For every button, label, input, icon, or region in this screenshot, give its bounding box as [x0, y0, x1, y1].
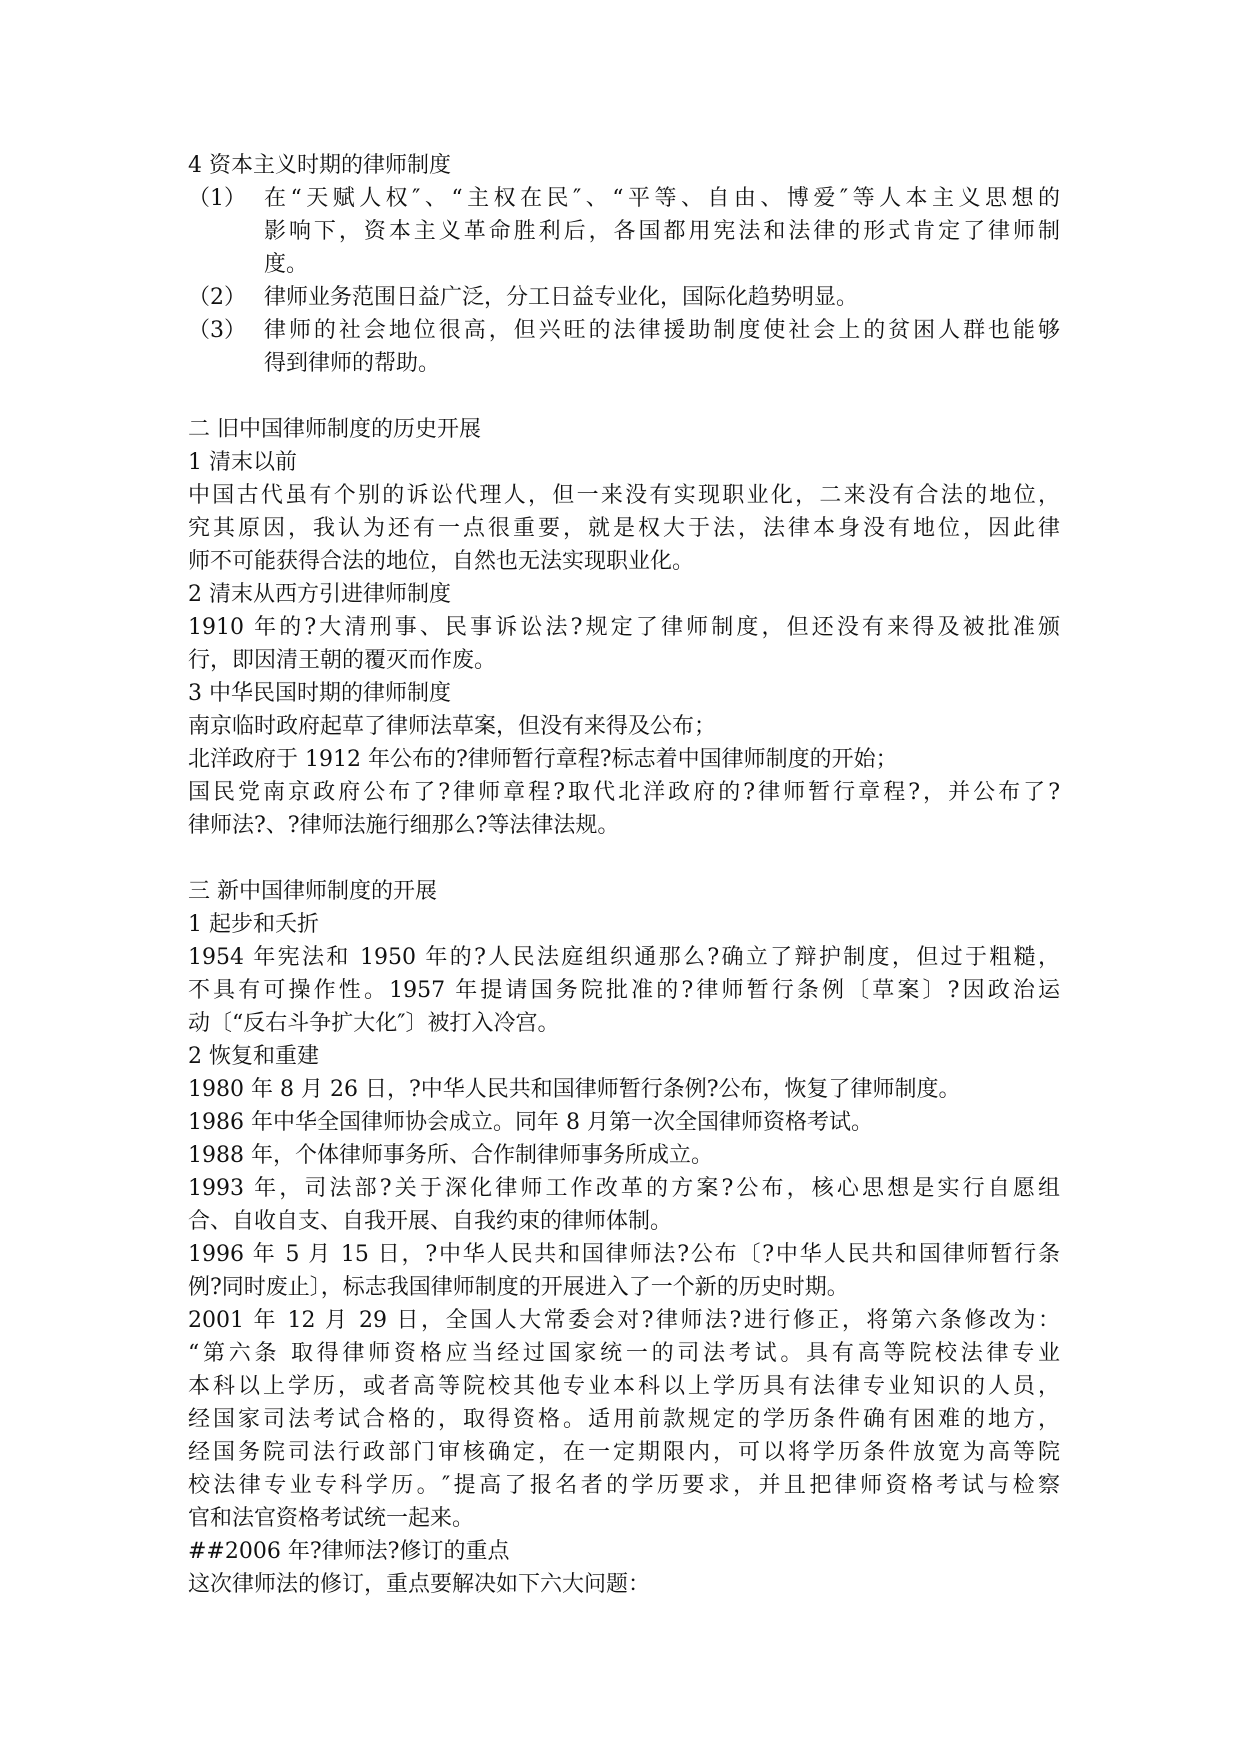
text-line: 师不可能获得合法的地位，自然也无法实现职业化。	[188, 549, 695, 574]
text-line: 官和法官资格考试统一起来。	[188, 1506, 475, 1531]
text-line: 例?同时废止〕，标志我国律师制度的开展进入了一个新的历史时期。	[188, 1275, 849, 1300]
subheading-2006-revision: ##2006 年?律师法?修订的重点	[188, 1539, 510, 1564]
heading-capitalism-lawyer-system: 4 资本主义时期的律师制度	[188, 153, 451, 178]
text-line: 合、自收自支、自我开展、自我约束的律师体制。	[188, 1209, 673, 1234]
heading-new-china: 三 新中国律师制度的开展	[188, 879, 437, 904]
paragraph-gap	[188, 842, 1060, 875]
text-line: 北洋政府于 1912 年公布的?律师暂行章程?标志着中国律师制度的开始；	[188, 747, 898, 772]
text-line: 中国古代虽有个别的诉讼代理人，但一来没有实现职业化，二来没有合法的地位，	[188, 483, 1060, 508]
subheading-republic-of-china: 3 中华民国时期的律师制度	[188, 681, 451, 706]
text-line: 1910 年的?大清刑事、民事诉讼法?规定了律师制度，但还没有来得及被批准颁	[188, 615, 1060, 640]
text-line: 1993 年，司法部?关于深化律师工作改革的方案?公布，核心思想是实行自愿组	[188, 1176, 1060, 1201]
text-line: 1954 年宪法和 1950 年的?人民法庭组织通那么?确立了辩护制度，但过于粗糙，	[188, 945, 1060, 970]
list-number: （2）	[188, 285, 246, 310]
paragraph-gap	[188, 380, 1060, 413]
list-number: （3）	[188, 318, 246, 343]
text-line: 南京临时政府起草了律师法草案，但没有来得及公布；	[188, 714, 717, 739]
text-line: 2001 年 12 月 29 日，全国人大常委会对?律师法?进行修正，将第六条修改为：	[188, 1308, 1060, 1333]
subheading-before-late-qing: 1 清末以前	[188, 450, 297, 475]
text-line: 国民党南京政府公布了?律师章程?取代北洋政府的?律师暂行章程?，并公布了?	[188, 780, 1060, 805]
text-line: 不具有可操作性。1957 年提请国务院批准的?律师暂行条例〔草案〕?因政治运	[188, 978, 1060, 1003]
list-item-3	[188, 314, 1060, 380]
text-line: 行，即因清王朝的覆灭而作废。	[188, 648, 497, 673]
text-line: 1988 年，个体律师事务所、合作制律师事务所成立。	[188, 1143, 713, 1168]
heading-old-china: 二 旧中国律师制度的历史开展	[188, 417, 481, 442]
subheading-start-and-setback: 1 起步和夭折	[188, 912, 319, 937]
text-line: 得到律师的帮助。	[264, 351, 441, 376]
list-item-2	[188, 281, 1060, 314]
text-line: 动〔“反右斗争扩大化″〕被打入冷宫。	[188, 1011, 560, 1036]
text-line: 度。	[264, 252, 309, 277]
text-line: 究其原因，我认为还有一点很重要，就是权大于法，法律本身没有地位，因此律	[188, 516, 1060, 541]
text-line: 律师法?、?律师法施行细那么?等法律法规。	[188, 813, 620, 838]
text-line: 在“天赋人权″、“主权在民″、“平等、自由、博爱″等人本主义思想的	[264, 186, 1060, 211]
text-line: 经国家司法考试合格的，取得资格。适用前款规定的学历条件确有困难的地方，	[188, 1407, 1060, 1432]
subheading-restoration: 2 恢复和重建	[188, 1044, 319, 1069]
text-line: 经国务院司法行政部门审核确定，在一定期限内，可以将学历条件放宽为高等院	[188, 1440, 1060, 1465]
text-line: 校法律专业专科学历。″提高了报名者的学历要求，并且把律师资格考试与检察	[188, 1473, 1060, 1498]
text-line: 这次律师法的修订，重点要解决如下六大问题：	[188, 1572, 651, 1597]
text-line: 影响下，资本主义革命胜利后，各国都用宪法和法律的形式肯定了律师制	[264, 219, 1060, 244]
text-line: 律师业务范围日益广泛，分工日益专业化，国际化趋势明显。	[264, 285, 859, 310]
text-line: 1980 年 8 月 26 日，?中华人民共和国律师暂行条例?公布，恢复了律师制度。	[188, 1077, 961, 1102]
list-item-1	[188, 182, 1060, 281]
list-number: （1）	[188, 186, 246, 211]
text-line: 律师的社会地位很高，但兴旺的法律援助制度使社会上的贫困人群也能够	[264, 318, 1060, 343]
subheading-late-qing: 2 清末从西方引进律师制度	[188, 582, 451, 607]
text-line: 本科以上学历，或者高等院校其他专业本科以上学历具有法律专业知识的人员，	[188, 1374, 1060, 1399]
text-line: 1996 年 5 月 15 日，?中华人民共和国律师法?公布〔?中华人民共和国律师暂行条	[188, 1242, 1060, 1267]
document-body	[188, 149, 1060, 1601]
text-line: 1986 年中华全国律师协会成立。同年 8 月第一次全国律师资格考试。	[188, 1110, 873, 1135]
text-line: “第六条 取得律师资格应当经过国家统一的司法考试。具有高等院校法律专业	[188, 1341, 1060, 1366]
